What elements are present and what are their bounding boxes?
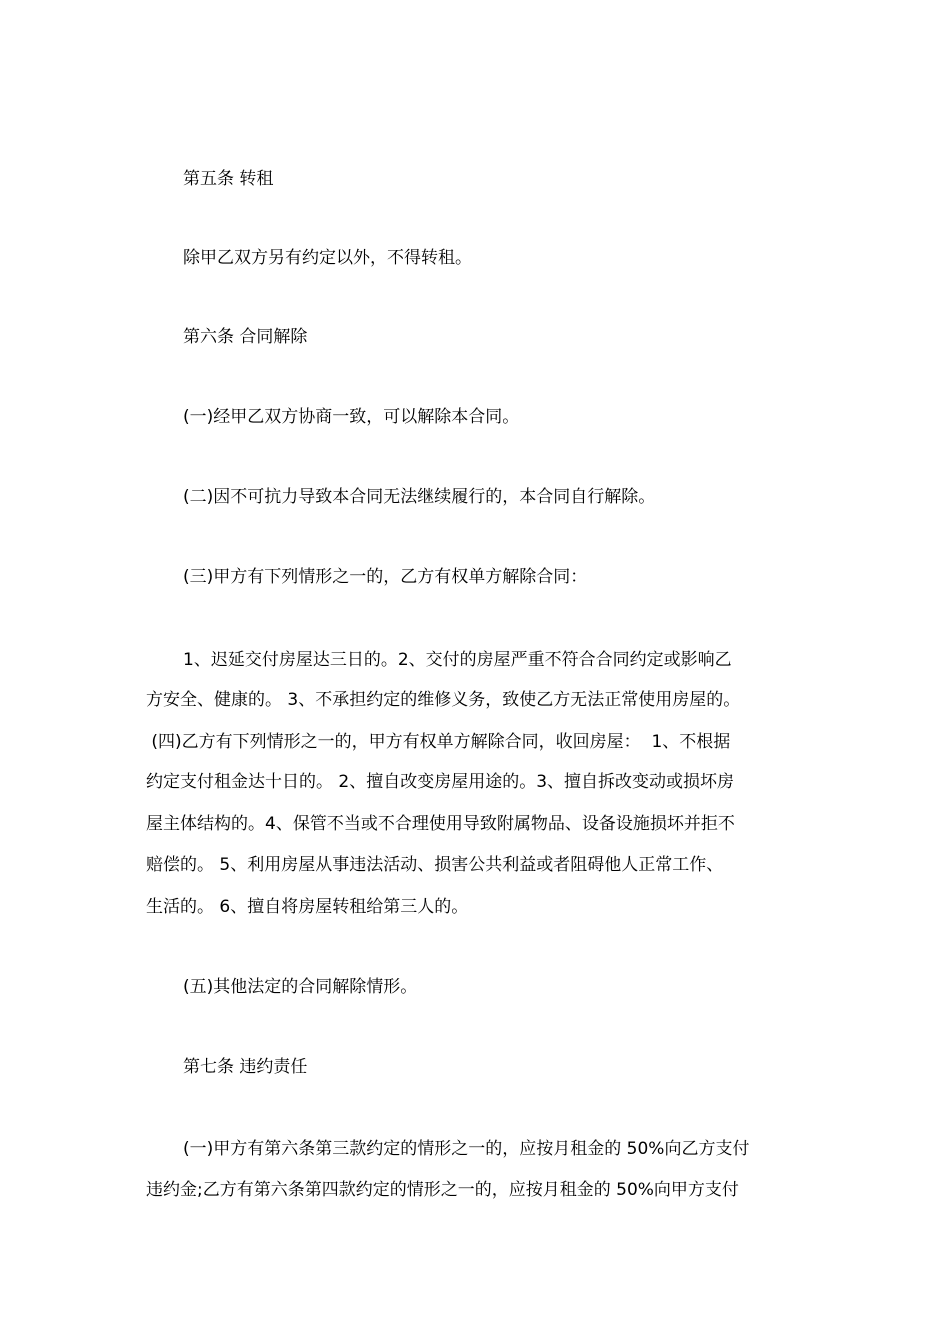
- article-6-item-1: (一)经甲乙双方协商一致，可以解除本合同。: [183, 407, 520, 427]
- paragraph-line: 约定支付租金达十日的。 2、擅自改变房屋用途的。3、擅自拆改变动或损坏房: [146, 772, 735, 792]
- article-6-heading: 第六条 合同解除: [183, 327, 308, 347]
- paragraph-line: 方安全、健康的。 3、不承担约定的维修义务，致使乙方无法正常使用房屋的。: [146, 690, 741, 710]
- paragraph-line: (四)乙方有下列情形之一的，甲方有权单方解除合同，收回房屋： 1、不根据: [146, 732, 731, 752]
- article-6-item-5: (五)其他法定的合同解除情形。: [183, 977, 418, 997]
- article-6-item-3: (三)甲方有下列情形之一的，乙方有权单方解除合同：: [183, 567, 588, 587]
- paragraph-line: (一)甲方有第六条第三款约定的情形之一的，应按月租金的 50%向乙方支付: [183, 1139, 750, 1159]
- article-5-heading: 第五条 转租: [183, 169, 274, 189]
- article-6-item-2: (二)因不可抗力导致本合同无法继续履行的，本合同自行解除。: [183, 487, 656, 507]
- article-7-heading: 第七条 违约责任: [183, 1057, 308, 1077]
- paragraph-line: 违约金;乙方有第六条第四款约定的情形之一的，应按月租金的 50%向甲方支付: [146, 1180, 739, 1200]
- paragraph-line: 1、迟延交付房屋达三日的。2、交付的房屋严重不符合合同约定或影响乙: [183, 650, 732, 670]
- paragraph-line: 屋主体结构的。4、保管不当或不合理使用导致附属物品、设备设施损坏并拒不: [146, 814, 735, 834]
- article-5-body: 除甲乙双方另有约定以外，不得转租。: [183, 248, 472, 268]
- paragraph-line: 赔偿的。 5、利用房屋从事违法活动、损害公共利益或者阻碍他人正常工作、: [146, 855, 724, 875]
- paragraph-line: 生活的。 6、擅自将房屋转租给第三人的。: [146, 897, 469, 917]
